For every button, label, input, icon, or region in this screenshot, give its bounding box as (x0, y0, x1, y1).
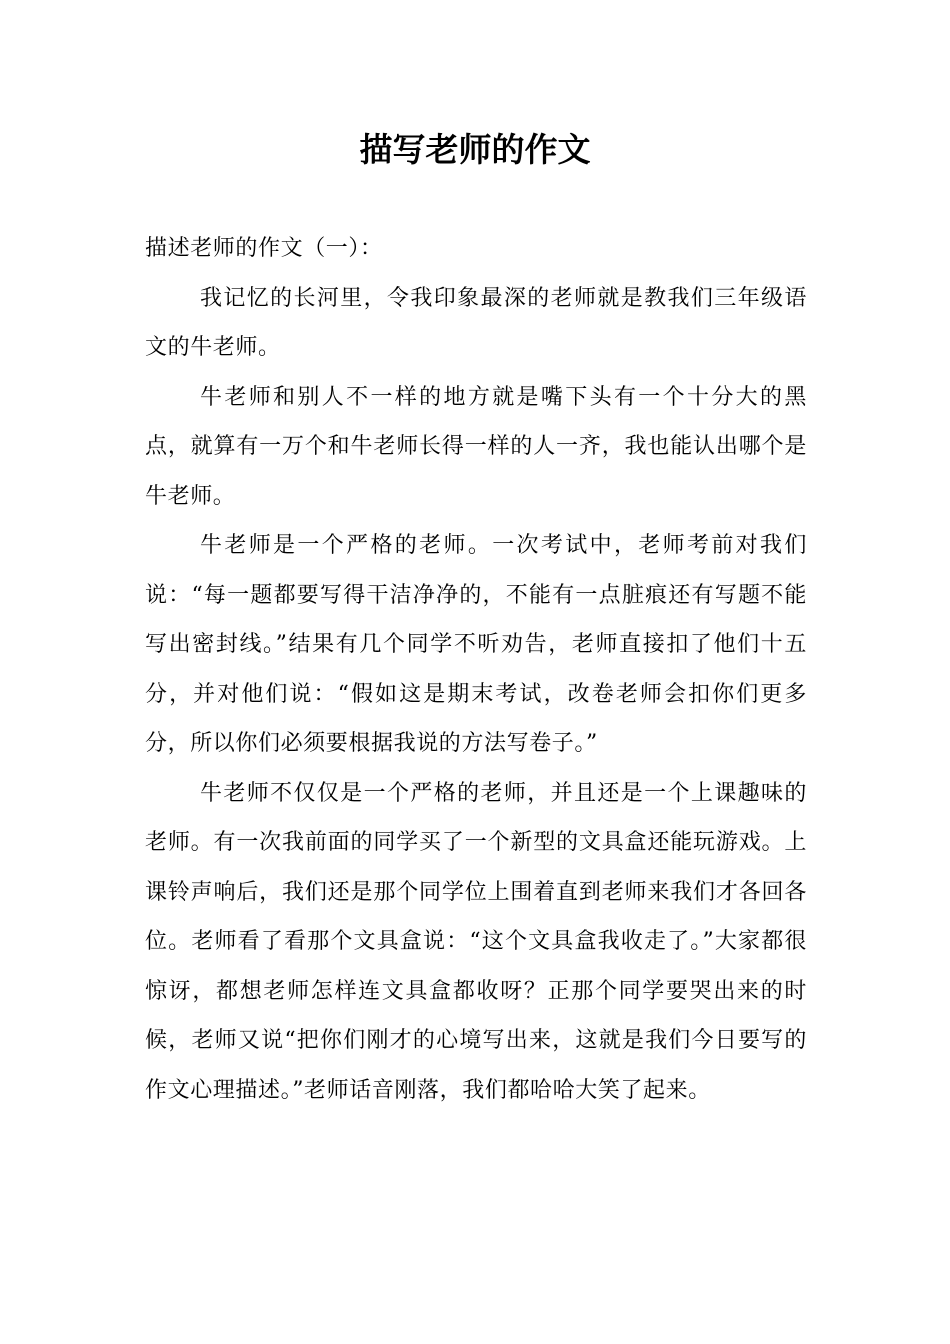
document-title: 描写老师的作文 (359, 130, 591, 169)
paragraph-4: 牛老师不仅仅是一个严格的老师，并且还是一个上课趣味的老师。有一次我前面的同学买了一个新型的文具盒还能玩游戏。上课铃声响后，我们还是那个同学位上围着直到老师来我们才各回各位。老师看了看那个文具盒说：“这个文具盒我收走了。”大家都很惊讶，都想老师怎样连文具盒都收呀？正那个同学要哭出来的时候，老师又说“把你们刚才的心境写出来，这就是我们今日要写的作文心理描述。”老师话音刚落，我们都哈哈大笑了起来。 (145, 780, 807, 1103)
paragraph-1: 我记忆的长河里，令我印象最深的老师就是教我们三年级语文的牛老师。 (145, 285, 807, 360)
document-body (145, 224, 807, 1115)
paragraph-2: 牛老师和别人不一样的地方就是嘴下头有一个十分大的黑点，就算有一万个和牛老师长得一样的人一齐，我也能认出哪个是牛老师。 (145, 384, 807, 509)
paragraph-3: 牛老师是一个严格的老师。一次考试中，老师考前对我们说：“每一题都要写得干洁净净的，不能有一点脏痕还有写题不能写出密封线。”结果有几个同学不听劝告，老师直接扣了他们十五分，并对他们说：“假如这是期末考试，改卷老师会扣你们更多分，所以你们必须要根据我说的方法写卷子。” (145, 533, 807, 756)
section-heading: 描述老师的作文（一）： (145, 236, 383, 261)
